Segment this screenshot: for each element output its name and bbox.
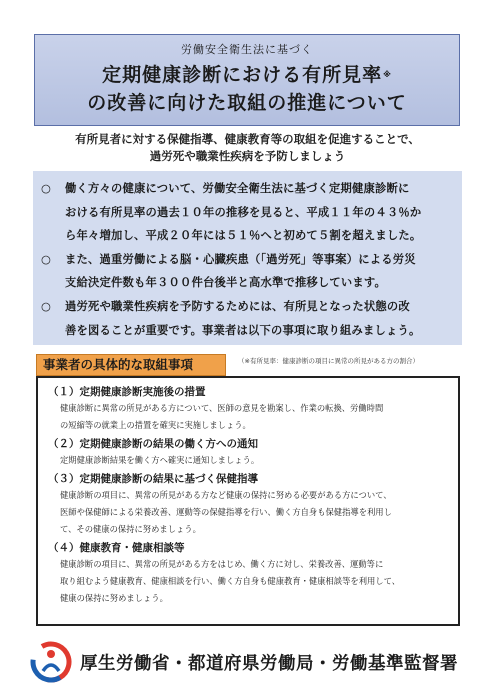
measure-line: 取り組むよう健康教育、健康相談を行い、働く方自身も健康教育・健康相談等を利用して、 [60, 576, 401, 586]
footnote: （※有所見率：健康診断の項目に異常の所見がある方の割合） [238, 357, 419, 365]
bullet-line: 過労死や職業性疾病を予防するためには、有所見となった状態の改 [65, 299, 410, 313]
bullet-mark: ○ [41, 299, 52, 313]
lead-line-1: 有所見者に対する保健指導、健康教育等の取組を促進することで、 [75, 132, 420, 146]
footer [30, 640, 470, 684]
measure-heading: （２）定期健康診断の結果の働く方への通知 [48, 438, 258, 450]
bullet-line: 善を図ることが重要です。事業者は以下の事項に取り組みましょう。 [65, 323, 421, 337]
bullet-item-cont [41, 271, 454, 295]
title-line-2: の改善に向けた取組の推進について [87, 92, 407, 114]
bullet-mark: ○ [41, 252, 52, 266]
measure-heading: （３）定期健康診断の結果に基づく保健指導 [48, 473, 258, 485]
bullet-item-cont [41, 201, 454, 225]
title-box [34, 34, 460, 126]
measure-line: 医師や保健師による栄養改善、運動等の保健指導を行い、働く方自身も保健指導を利用し [60, 507, 392, 517]
ministry-name: 厚生労働省・都道府県労働局・労働基準監督署 [80, 653, 458, 674]
measure-line: 健康の保持に努めましょう。 [60, 593, 168, 603]
title-line-1: 定期健康診断における有所見率 [102, 64, 383, 86]
measure-heading: （４）健康教育・健康相談等 [48, 542, 185, 554]
mhlw-logo-icon [30, 641, 72, 683]
measures-header: 事業者の具体的な取組事項 [36, 354, 226, 376]
bullet-line: また、過重労働による脳・心臓疾患（「過労死」等事案）による労災 [65, 252, 416, 266]
measures-box [36, 376, 460, 626]
bullet-item [41, 248, 454, 272]
lead-text [0, 131, 495, 165]
title-footnote-mark: ※ [383, 70, 392, 79]
bullet-line: ら年々増加し、平成２０年には５１％へと初めて５割を超えました。 [65, 229, 422, 243]
bullet-item [41, 295, 454, 319]
measure-line: 健康診断の項目に、異常の所見がある方など健康の保持に努める必要がある方について、 [60, 490, 392, 500]
bullet-line: 働く方々の健康について、労働安全衛生法に基づく定期健康診断に [65, 182, 410, 195]
bullet-line: 支給決定件数も年３００件台後半と高水準で推移しています。 [65, 276, 387, 290]
measure-heading: （１）定期健康診断実施後の措置 [48, 386, 206, 398]
bullet-item-cont [41, 224, 454, 248]
measure-line: 健康診断の項目に、異常の所見がある方をはじめ、働く方に対し、栄養改善、運動等に [60, 559, 384, 569]
bullet-item [41, 177, 454, 201]
measure-line: 健康診断に異常の所見がある方について、医師の意見を勘案し、作業の転換、労働時間 [60, 403, 384, 413]
page-title [35, 61, 459, 117]
measure-line: の短縮等の就業上の措置を確実に実施しましょう。 [60, 420, 251, 430]
bullet-mark: ○ [41, 182, 52, 195]
lead-line-2: 過労死や職業性疾病を予防しましょう [149, 149, 346, 163]
bullet-line: おける有所見率の過去１０年の推移を見ると、平成１１年の４３％か [65, 205, 422, 219]
bullet-panel [33, 171, 462, 345]
measure-line: 定期健康診断結果を働く方へ確実に通知しましょう。 [60, 455, 260, 465]
bullet-item-cont [41, 319, 454, 343]
measure-line: て、その健康の保持に努めましょう。 [60, 524, 201, 534]
title-subtitle: 労働安全衛生法に基づく [181, 43, 313, 56]
